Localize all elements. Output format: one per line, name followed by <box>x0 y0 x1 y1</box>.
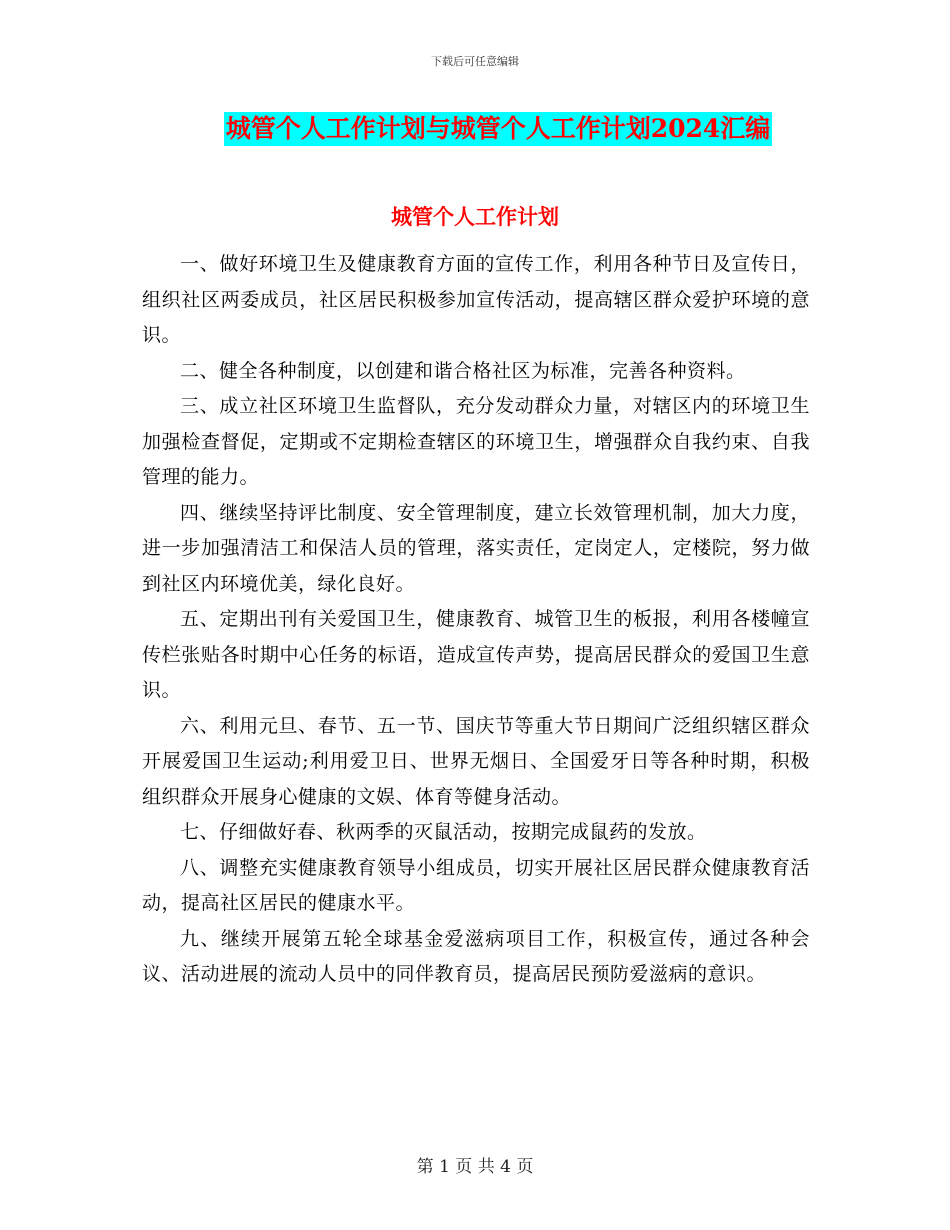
section-title: 城管个人工作计划 <box>391 204 559 229</box>
header-note: 下载后可任意编辑 <box>431 55 519 68</box>
paragraph: 九、继续开展第五轮全球基金爱滋病项目工作，积极宣传，通过各种会议、活动进展的流动人员中的同伴教育员，提高居民预防爱滋病的意识。 <box>142 927 810 985</box>
paragraph: 三、成立社区环境卫生监督队，充分发动群众力量，对辖区内的环境卫生加强检查督促，定期或不定期检查辖区的环境卫生，增强群众自我约束、自我管理的能力。 <box>142 395 810 488</box>
paragraph: 八、调整充实健康教育领导小组成员，切实开展社区居民群众健康教育活动，提高社区居民的健康水平。 <box>142 856 810 914</box>
paragraph: 一、做好环境卫生及健康教育方面的宣传工作，利用各种节日及宣传日，组织社区两委成员，社区居民积极参加宣传活动，提高辖区群众爱护环境的意识。 <box>142 253 810 346</box>
paragraph: 五、定期出刊有关爱国卫生，健康教育、城管卫生的板报，利用各楼幢宣传栏张贴各时期中心任务的标语，造成宣传声势，提高居民群众的爱国卫生意识。 <box>142 608 810 701</box>
document-title: 城管个人工作计划与城管个人工作计划2024汇编 <box>224 112 773 146</box>
paragraph: 七、仔细做好春、秋两季的灭鼠活动，按期完成鼠药的发放。 <box>180 821 707 843</box>
document-body <box>142 247 810 993</box>
paragraph: 六、利用元旦、春节、五一节、国庆节等重大节日期间广泛组织辖区群众开展爱国卫生运动;利用爱卫日、世界无烟日、全国爱牙日等各种时期，积极组织群众开展身心健康的文娱、体育等健身活动。 <box>142 714 810 808</box>
paragraph: 二、健全各种制度，以创建和谐合格社区为标准，完善各种资料。 <box>180 359 746 382</box>
paragraph: 四、继续坚持评比制度、安全管理制度，建立长效管理机制，加大力度，进一步加强清洁工和保洁人员的管理，落实责任，定岗定人，定楼院，努力做到社区内环境优美，绿化良好。 <box>142 501 810 595</box>
document-title-container <box>0 112 950 146</box>
page-footer: 第 1 页 共 4 页 <box>416 1157 534 1177</box>
